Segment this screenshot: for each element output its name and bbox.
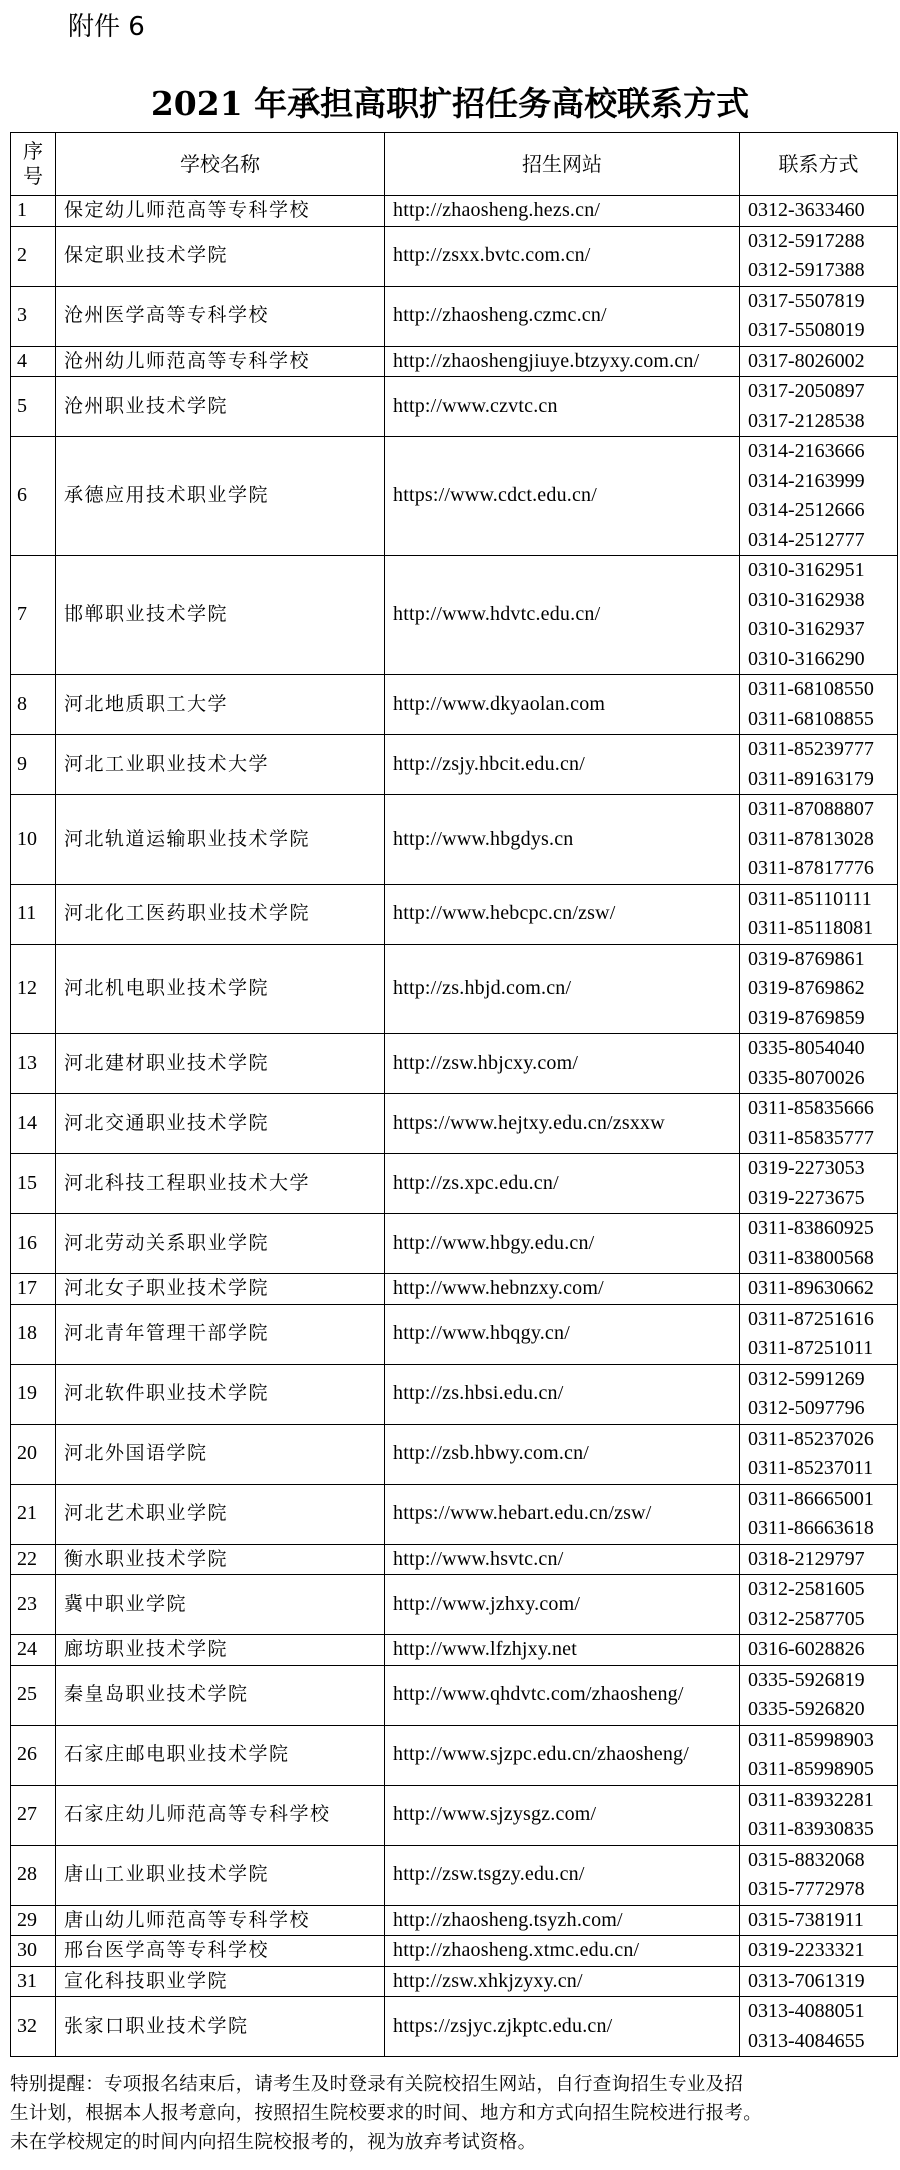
school-name: 宣化科技职业学院: [56, 1966, 385, 1997]
school-name: 河北科技工程职业技术大学: [56, 1154, 385, 1214]
table-row: [11, 1575, 898, 1635]
phone-number: 0311-87251011: [748, 1337, 874, 1359]
contact-phones: [740, 1214, 898, 1274]
row-number: 29: [11, 1905, 56, 1936]
phone-number: 0314-2163999: [748, 469, 865, 492]
admissions-website[interactable]: http://www.hsvtc.cn/: [385, 1544, 740, 1575]
phone-number: 0313-7061319: [748, 1969, 865, 1992]
table-row: [11, 1997, 898, 2057]
admissions-website[interactable]: http://zsw.xhkjzyxy.cn/: [385, 1966, 740, 1997]
phone-number: 0312-2587705: [748, 1607, 865, 1630]
header-contact: 联系方式: [740, 133, 898, 196]
phone-number: 0312-2581605: [748, 1578, 865, 1600]
contact-phones: [740, 675, 898, 735]
school-name: 河北化工医药职业技术学院: [56, 884, 385, 944]
table-header-row: [11, 133, 898, 196]
contact-phones: [740, 1905, 898, 1936]
phone-number: 0313-4088051: [748, 2000, 865, 2022]
contact-phones: [740, 1364, 898, 1424]
school-name: 河北交通职业技术学院: [56, 1094, 385, 1154]
row-number: 18: [11, 1304, 56, 1364]
school-name: 秦皇岛职业技术学院: [56, 1665, 385, 1725]
table-row: [11, 1154, 898, 1214]
table-row: [11, 1936, 898, 1967]
contact-phones: [740, 196, 898, 227]
table-row: [11, 556, 898, 675]
phone-number: 0319-2273675: [748, 1186, 865, 1209]
contact-phones: [740, 556, 898, 675]
table-row: [11, 1364, 898, 1424]
school-name: 河北劳动关系职业学院: [56, 1214, 385, 1274]
contact-phones: [740, 1966, 898, 1997]
row-number: 4: [11, 346, 56, 377]
phone-number: 0311-87088807: [748, 798, 874, 820]
phone-number: 0312-5991269: [748, 1367, 865, 1390]
school-name: 张家口职业技术学院: [56, 1997, 385, 2057]
row-number: 23: [11, 1575, 56, 1635]
school-name: 河北青年管理干部学院: [56, 1304, 385, 1364]
phone-number: 0317-5507819: [748, 289, 865, 312]
admissions-website[interactable]: http://zsxx.bvtc.com.cn/: [385, 226, 740, 286]
school-name: 沧州医学高等专科学校: [56, 286, 385, 346]
phone-number: 0311-83860925: [748, 1217, 874, 1239]
school-name: 河北地质职工大学: [56, 675, 385, 735]
phone-number: 0313-4084655: [748, 2029, 865, 2052]
row-number: 9: [11, 735, 56, 795]
contact-phones: [740, 1304, 898, 1364]
row-number: 15: [11, 1154, 56, 1214]
row-number: 12: [11, 944, 56, 1034]
phone-number: 0335-8070026: [748, 1066, 865, 1089]
row-number: 21: [11, 1484, 56, 1544]
row-number: 20: [11, 1424, 56, 1484]
phone-number: 0311-85835777: [748, 1126, 874, 1149]
contact-phones: [740, 1575, 898, 1635]
row-number: 31: [11, 1966, 56, 1997]
row-number: 32: [11, 1997, 56, 2057]
phone-number: 0311-83932281: [748, 1788, 874, 1811]
notice-line: 生计划，根据本人报考意向，按照招生院校要求的时间、地方和方式向招生院校进行报考。: [10, 2103, 763, 2124]
row-number: 30: [11, 1936, 56, 1967]
table-row: [11, 1544, 898, 1575]
school-name: 河北工业职业技术大学: [56, 735, 385, 795]
phone-number: 0311-86665001: [748, 1487, 874, 1510]
admissions-website[interactable]: http://zhaosheng.tsyzh.com/: [385, 1905, 740, 1936]
admissions-website[interactable]: http://www.jzhxy.com/: [385, 1575, 740, 1635]
school-name: 廊坊职业技术学院: [56, 1635, 385, 1666]
row-number: 27: [11, 1785, 56, 1845]
table-row: [11, 1034, 898, 1094]
phone-number: 0319-8769861: [748, 947, 865, 970]
row-number: 24: [11, 1635, 56, 1666]
contact-phones: [740, 1094, 898, 1154]
phone-number: 0311-68108855: [748, 707, 874, 730]
phone-number: 0315-7381911: [748, 1908, 864, 1931]
header-school-name: 学校名称: [56, 133, 385, 196]
admissions-website[interactable]: http://www.czvtc.cn: [385, 377, 740, 437]
row-number: 19: [11, 1364, 56, 1424]
contact-phones: [740, 795, 898, 885]
admissions-website[interactable]: http://zs.hbsi.edu.cn/: [385, 1364, 740, 1424]
phone-number: 0312-5917288: [748, 229, 865, 252]
admissions-website[interactable]: http://www.sjzpc.edu.cn/zhaosheng/: [385, 1725, 740, 1785]
admissions-website[interactable]: http://www.qhdvtc.com/zhaosheng/: [385, 1665, 740, 1725]
admissions-website[interactable]: http://zhaosheng.xtmc.edu.cn/: [385, 1936, 740, 1967]
phone-number: 0311-85237026: [748, 1427, 874, 1450]
phone-number: 0311-85110111: [748, 887, 872, 910]
phone-number: 0311-85998905: [748, 1758, 874, 1780]
contact-phones: [740, 1034, 898, 1094]
notice-line: 未在学校规定的时间内向招生院校报考的，视为放弃考试资格。: [10, 2132, 537, 2153]
phone-number: 0311-83800568: [748, 1246, 874, 1269]
table-row: [11, 1304, 898, 1364]
phone-number: 0315-7772978: [748, 1878, 865, 1900]
admissions-website[interactable]: http://www.hbqgy.cn/: [385, 1304, 740, 1364]
table-row: [11, 1635, 898, 1666]
row-number: 14: [11, 1094, 56, 1154]
table-row: [11, 884, 898, 944]
phone-number: 0317-2050897: [748, 380, 865, 402]
phone-number: 0311-85239777: [748, 738, 874, 760]
admissions-website[interactable]: https://www.hejtxy.edu.cn/zsxxw: [385, 1094, 740, 1154]
table-row: [11, 1424, 898, 1484]
admissions-website[interactable]: http://www.hbgdys.cn: [385, 795, 740, 885]
school-name: 河北软件职业技术学院: [56, 1364, 385, 1424]
table-row: [11, 1905, 898, 1936]
admissions-website[interactable]: http://zsb.hbwy.com.cn/: [385, 1424, 740, 1484]
school-name: 保定幼儿师范高等专科学校: [56, 196, 385, 227]
table-row: [11, 735, 898, 795]
table-row: [11, 1094, 898, 1154]
phone-number: 0319-8769862: [748, 977, 865, 999]
phone-number: 0335-5926819: [748, 1668, 865, 1691]
contact-phones: [740, 1665, 898, 1725]
phone-number: 0311-87813028: [748, 827, 874, 850]
school-name: 保定职业技术学院: [56, 226, 385, 286]
phone-number: 0317-5508019: [748, 319, 865, 341]
table-row: [11, 1484, 898, 1544]
admissions-website[interactable]: http://zs.hbjd.com.cn/: [385, 944, 740, 1034]
admissions-website[interactable]: http://zhaosheng.czmc.cn/: [385, 286, 740, 346]
phone-number: 0311-85998903: [748, 1728, 874, 1751]
phone-number: 0335-5926820: [748, 1698, 865, 1720]
table-row: [11, 286, 898, 346]
school-name: 承德应用技术职业学院: [56, 437, 385, 556]
contact-phones: [740, 1424, 898, 1484]
school-name: 河北轨道运输职业技术学院: [56, 795, 385, 885]
row-number: 11: [11, 884, 56, 944]
phone-number: 0314-2512666: [748, 499, 865, 521]
admissions-website[interactable]: http://zhaoshengjiuye.btzyxy.com.cn/: [385, 346, 740, 377]
table-row: [11, 346, 898, 377]
school-name: 邯郸职业技术学院: [56, 556, 385, 675]
header-website: 招生网站: [385, 133, 740, 196]
phone-number: 0335-8054040: [748, 1037, 865, 1059]
table-row: [11, 1274, 898, 1305]
admissions-website[interactable]: http://zhaosheng.hezs.cn/: [385, 196, 740, 227]
contact-phones: [740, 1785, 898, 1845]
special-notice: [10, 2070, 895, 2157]
admissions-website[interactable]: http://www.hbgy.edu.cn/: [385, 1214, 740, 1274]
school-name: 河北建材职业技术学院: [56, 1034, 385, 1094]
admissions-website[interactable]: http://www.lfzhjxy.net: [385, 1635, 740, 1666]
contact-phones: [740, 437, 898, 556]
row-number: 13: [11, 1034, 56, 1094]
table-body: [11, 196, 898, 2057]
row-number: 25: [11, 1665, 56, 1725]
phone-number: 0319-8769859: [748, 1006, 865, 1029]
contact-phones: [740, 1544, 898, 1575]
contact-phones: [740, 346, 898, 377]
school-name: 河北女子职业技术学院: [56, 1274, 385, 1305]
school-name: 邢台医学高等专科学校: [56, 1936, 385, 1967]
admissions-website[interactable]: http://www.hebnzxy.com/: [385, 1274, 740, 1305]
contact-table: [10, 132, 898, 2057]
phone-number: 0310-3162951: [748, 559, 865, 581]
row-number: 2: [11, 226, 56, 286]
school-name: 河北艺术职业学院: [56, 1484, 385, 1544]
phone-number: 0311-83930835: [748, 1818, 874, 1840]
row-number: 22: [11, 1544, 56, 1575]
admissions-website[interactable]: http://zsjy.hbcit.edu.cn/: [385, 735, 740, 795]
phone-number: 0311-89630662: [748, 1277, 874, 1299]
row-number: 5: [11, 377, 56, 437]
contact-phones: [740, 1154, 898, 1214]
phone-number: 0311-86663618: [748, 1517, 874, 1539]
contact-phones: [740, 1997, 898, 2057]
row-number: 1: [11, 196, 56, 227]
phone-number: 0311-85118081: [748, 917, 874, 939]
contact-phones: [740, 1635, 898, 1666]
admissions-website[interactable]: http://zs.xpc.edu.cn/: [385, 1154, 740, 1214]
table-row: [11, 675, 898, 735]
table-row: [11, 377, 898, 437]
header-no-line1: 序: [23, 139, 43, 163]
contact-phones: [740, 1484, 898, 1544]
contact-phones: [740, 735, 898, 795]
phone-number: 0315-8832068: [748, 1848, 865, 1871]
school-name: 沧州职业技术学院: [56, 377, 385, 437]
contact-phones: [740, 377, 898, 437]
row-number: 28: [11, 1845, 56, 1905]
phone-number: 0312-5917388: [748, 259, 865, 281]
contact-phones: [740, 884, 898, 944]
phone-number: 0311-85237011: [748, 1457, 874, 1479]
table-row: [11, 795, 898, 885]
school-name: 沧州幼儿师范高等专科学校: [56, 346, 385, 377]
phone-number: 0310-3162937: [748, 618, 865, 640]
phone-number: 0311-89163179: [748, 767, 874, 790]
table-row: [11, 1845, 898, 1905]
school-name: 石家庄幼儿师范高等专科学校: [56, 1785, 385, 1845]
phone-number: 0311-87817776: [748, 857, 874, 879]
table-row: [11, 1966, 898, 1997]
header-no-line2: 号: [23, 164, 43, 188]
phone-number: 0317-2128538: [748, 409, 865, 432]
row-number: 10: [11, 795, 56, 885]
row-number: 3: [11, 286, 56, 346]
school-name: 冀中职业学院: [56, 1575, 385, 1635]
admissions-website[interactable]: http://www.hdvtc.edu.cn/: [385, 556, 740, 675]
school-name: 河北机电职业技术学院: [56, 944, 385, 1034]
row-number: 7: [11, 556, 56, 675]
contact-phones: [740, 1936, 898, 1967]
table-row: [11, 1785, 898, 1845]
phone-number: 0312-3633460: [748, 199, 865, 221]
phone-number: 0311-87251616: [748, 1307, 874, 1330]
row-number: 26: [11, 1725, 56, 1785]
notice-line: 特别提醒：专项报名结束后，请考生及时登录有关院校招生网站，自行查询招生专业及招: [10, 2074, 744, 2095]
admissions-website[interactable]: http://zsw.hbjcxy.com/: [385, 1034, 740, 1094]
phone-number: 0317-8026002: [748, 349, 865, 372]
admissions-website[interactable]: http://www.hebcpc.cn/zsw/: [385, 884, 740, 944]
table-row: [11, 1725, 898, 1785]
admissions-website[interactable]: https://zsjyc.zjkptc.edu.cn/: [385, 1997, 740, 2057]
school-name: 石家庄邮电职业技术学院: [56, 1725, 385, 1785]
table-row: [11, 1214, 898, 1274]
table-row: [11, 1665, 898, 1725]
contact-phones: [740, 1274, 898, 1305]
phone-number: 0310-3162938: [748, 588, 865, 611]
phone-number: 0311-68108550: [748, 678, 874, 700]
header-no: [11, 133, 56, 196]
row-number: 8: [11, 675, 56, 735]
table-row: [11, 226, 898, 286]
page-title: 2021 年承担高职扩招任务高校联系方式: [150, 84, 750, 123]
phone-number: 0311-85835666: [748, 1097, 874, 1119]
admissions-website[interactable]: http://www.dkyaolan.com: [385, 675, 740, 735]
phone-number: 0314-2512777: [748, 528, 865, 551]
school-name: 河北外国语学院: [56, 1424, 385, 1484]
school-name: 唐山幼儿师范高等专科学校: [56, 1905, 385, 1936]
contact-phones: [740, 226, 898, 286]
admissions-website[interactable]: https://www.cdct.edu.cn/: [385, 437, 740, 556]
phone-number: 0312-5097796: [748, 1397, 865, 1419]
contact-phones: [740, 1725, 898, 1785]
table-row: [11, 196, 898, 227]
phone-number: 0316-6028826: [748, 1638, 865, 1660]
phone-number: 0319-2233321: [748, 1939, 865, 1961]
phone-number: 0310-3166290: [748, 647, 865, 670]
phone-number: 0319-2273053: [748, 1157, 865, 1179]
contact-phones: [740, 944, 898, 1034]
phone-number: 0318-2129797: [748, 1547, 865, 1570]
row-number: 16: [11, 1214, 56, 1274]
phone-number: 0314-2163666: [748, 440, 865, 462]
row-number: 6: [11, 437, 56, 556]
attachment-label: 附件 6: [68, 12, 145, 42]
row-number: 17: [11, 1274, 56, 1305]
school-name: 衡水职业技术学院: [56, 1544, 385, 1575]
admissions-website[interactable]: https://www.hebart.edu.cn/zsw/: [385, 1484, 740, 1544]
admissions-website[interactable]: http://www.sjzysgz.com/: [385, 1785, 740, 1845]
contact-phones: [740, 286, 898, 346]
admissions-website[interactable]: http://zsw.tsgzy.edu.cn/: [385, 1845, 740, 1905]
school-name: 唐山工业职业技术学院: [56, 1845, 385, 1905]
contact-phones: [740, 1845, 898, 1905]
table-row: [11, 437, 898, 556]
table-row: [11, 944, 898, 1034]
